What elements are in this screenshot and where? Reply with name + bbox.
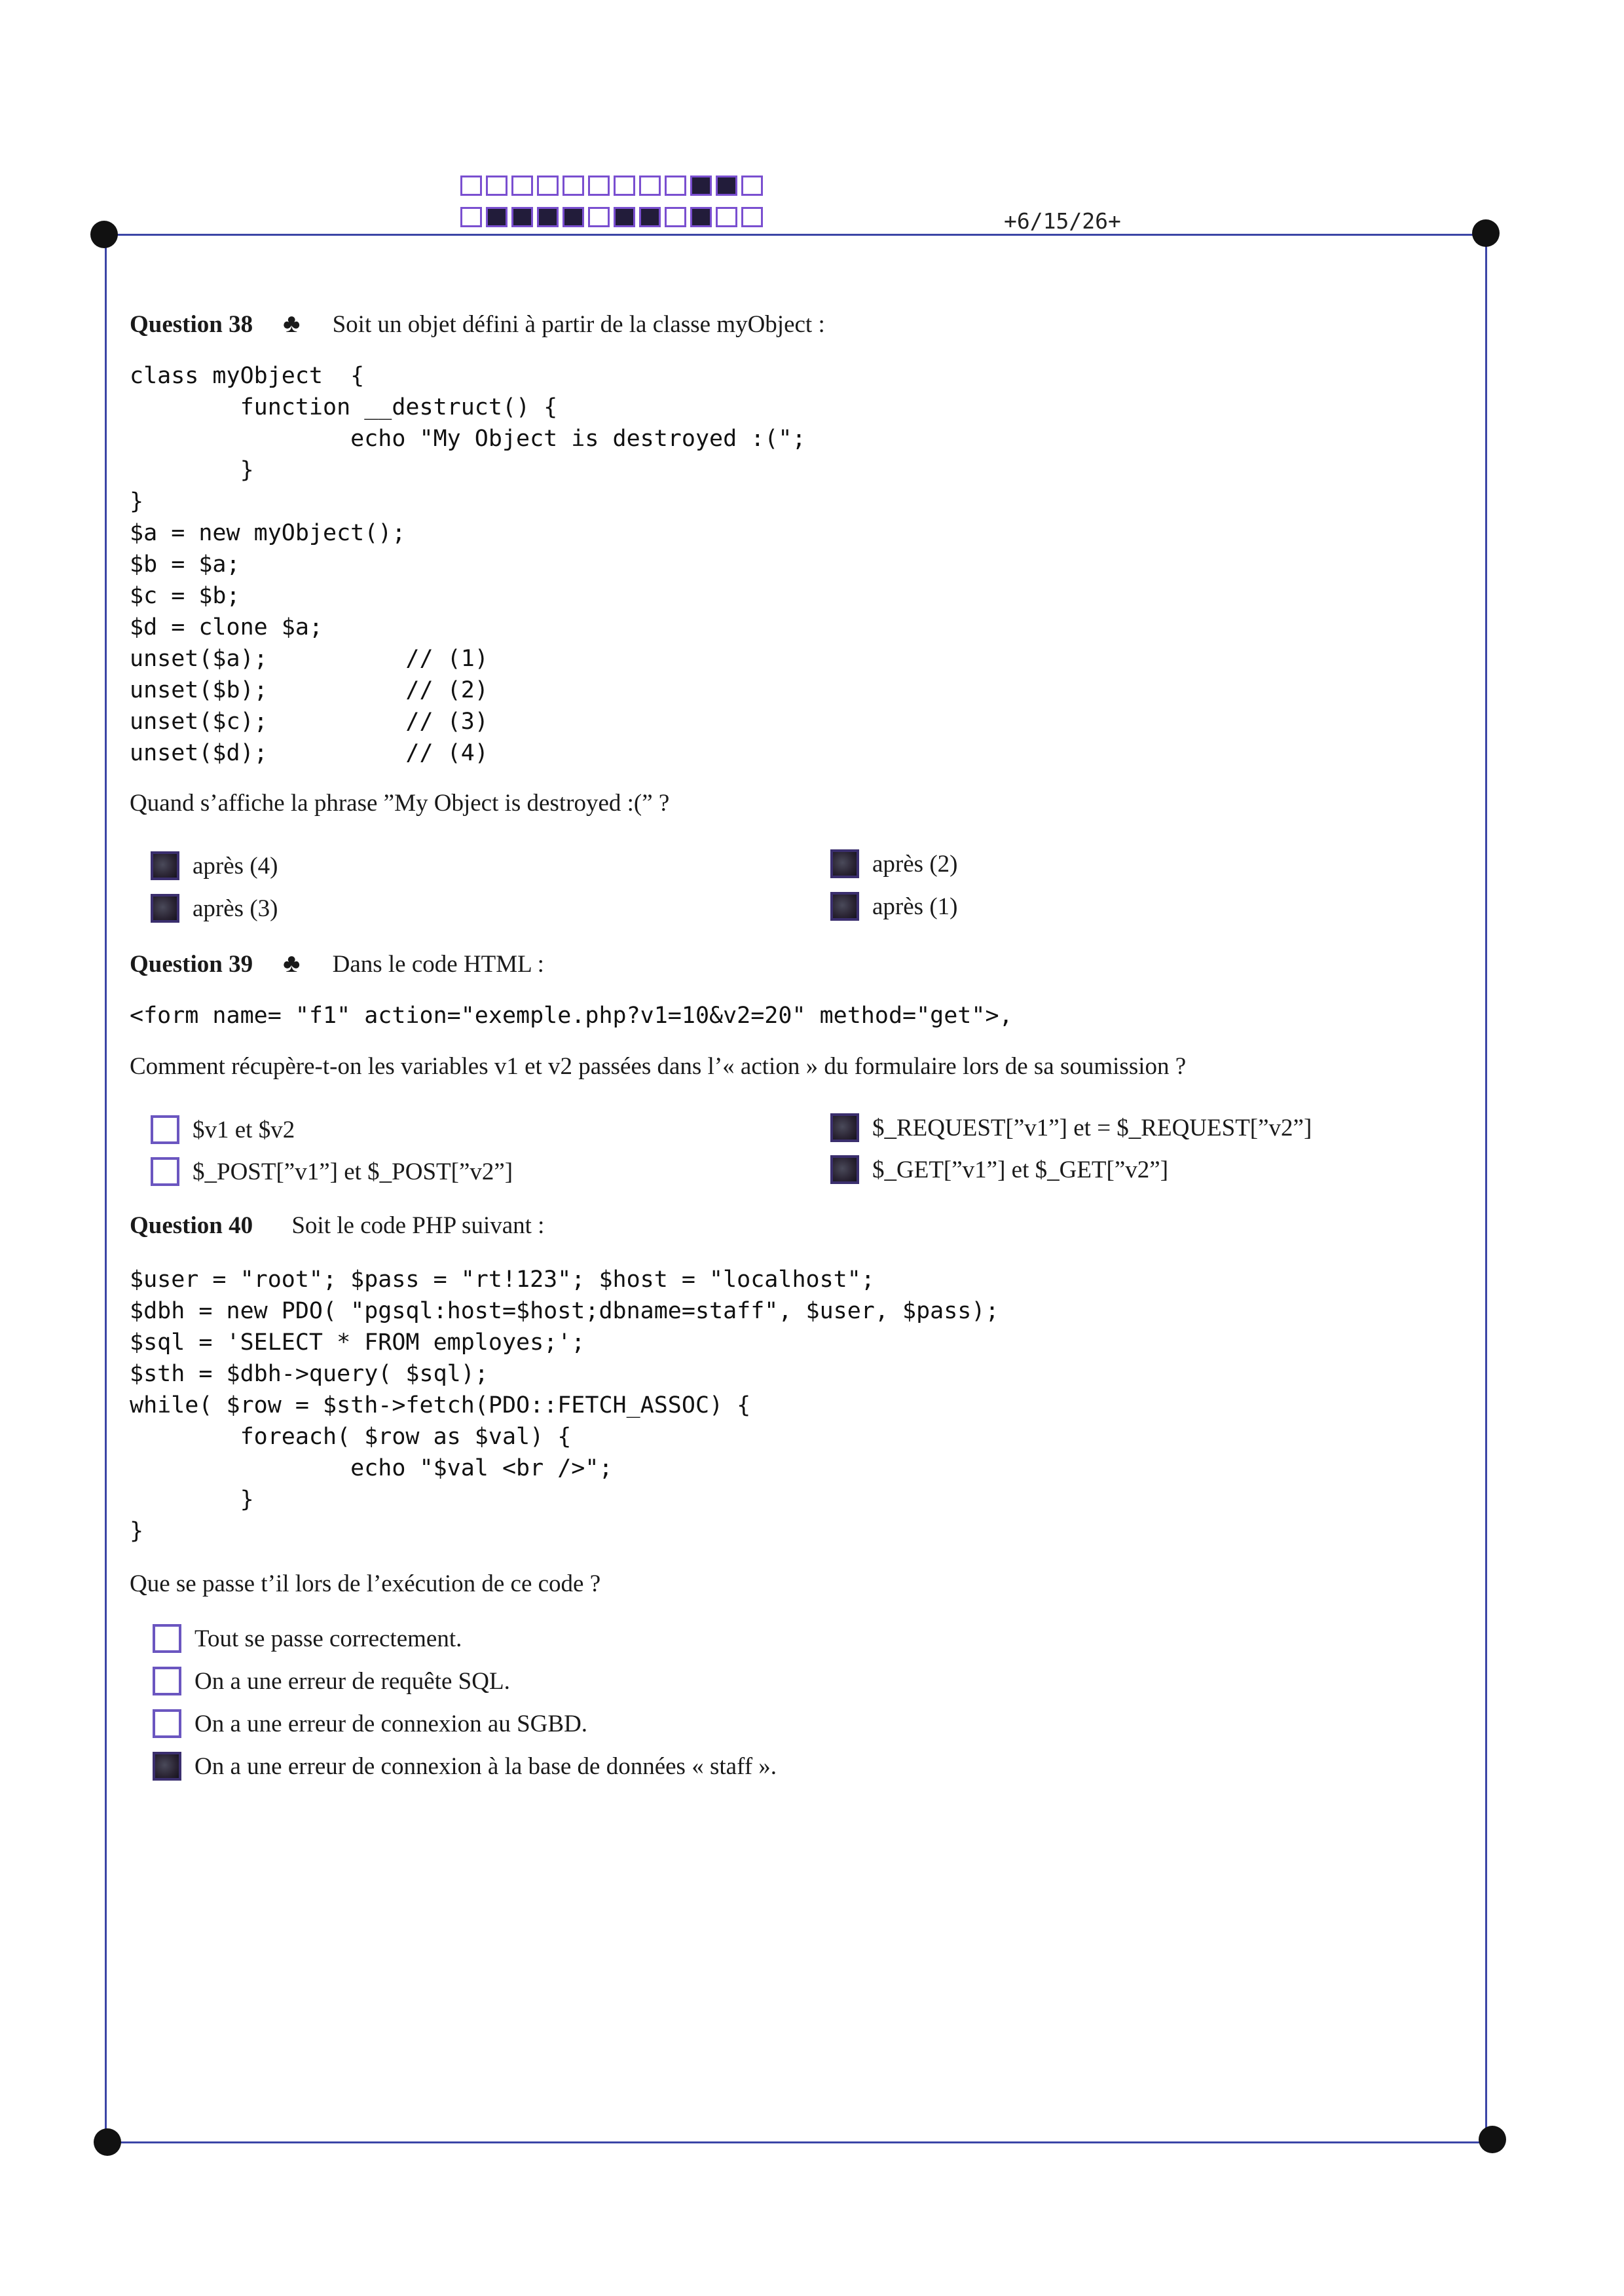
question-title: Question 39 bbox=[130, 951, 253, 978]
checkbox[interactable] bbox=[153, 1709, 181, 1738]
choice-q40-b[interactable] bbox=[153, 1667, 510, 1695]
code-box-empty bbox=[563, 176, 584, 196]
choice-q39-b[interactable] bbox=[830, 1113, 1312, 1142]
choice-q40-a[interactable] bbox=[153, 1624, 462, 1653]
code-box-empty bbox=[588, 207, 610, 227]
question-40-code: $user = "root"; $pass = "rt!123"; $host = "localhost"; $dbh = new PDO( "pgsql:host=$host;dbname=staff", $user, $pass); $sql = 'SELECT * FROM employes;'; $sth = $dbh->query( $sql); while( $row = $sth->fetch(PDO::FETCH_ASSOC) { foreach( $row as $val) { echo "$val <br />"; } } bbox=[130, 1267, 999, 1544]
code-box-filled bbox=[537, 207, 559, 227]
choice-label: $v1 et $v2 bbox=[193, 1116, 295, 1143]
club-icon: ♣ bbox=[283, 948, 301, 978]
code-box-filled bbox=[614, 207, 635, 227]
checkbox[interactable] bbox=[151, 1115, 179, 1144]
choice-q38-a[interactable] bbox=[151, 851, 278, 880]
choice-label: Tout se passe correctement. bbox=[194, 1625, 462, 1652]
question-39-header bbox=[130, 948, 544, 978]
corner-marker-top-right bbox=[1472, 219, 1500, 247]
question-38-text: Quand s’affiche la phrase ”My Object is destroyed :(” ? bbox=[130, 790, 670, 817]
question-39-code: <form name= "f1" action="exemple.php?v1=10&v2=20" method="get">, bbox=[130, 1003, 1013, 1029]
question-39-text: Comment récupère-t-on les variables v1 et v2 passées dans l’« action » du formulaire lors de sa soumission ? bbox=[130, 1053, 1187, 1080]
code-box-empty bbox=[716, 207, 737, 227]
checkbox-checked[interactable] bbox=[830, 892, 859, 921]
header-code-row-2 bbox=[460, 207, 767, 227]
corner-marker-top-left bbox=[90, 221, 118, 248]
choice-q39-a[interactable] bbox=[151, 1115, 295, 1144]
code-box-filled bbox=[639, 207, 661, 227]
code-box-empty bbox=[741, 176, 763, 196]
checkbox-checked[interactable] bbox=[830, 1113, 859, 1142]
code-box-empty bbox=[460, 207, 482, 227]
choice-label: après (4) bbox=[193, 852, 278, 880]
page-number: +6/15/26+ bbox=[1004, 208, 1121, 234]
choice-label: $_REQUEST[”v1”] et = $_REQUEST[”v2”] bbox=[872, 1114, 1312, 1141]
choice-label: $_GET[”v1”] et $_GET[”v2”] bbox=[872, 1156, 1169, 1183]
checkbox[interactable] bbox=[153, 1667, 181, 1695]
question-title: Question 38 bbox=[130, 311, 253, 338]
code-box-empty bbox=[614, 176, 635, 196]
choice-q38-b[interactable] bbox=[830, 849, 957, 878]
choice-q39-c[interactable] bbox=[151, 1157, 513, 1186]
code-box-filled bbox=[511, 207, 533, 227]
code-box-empty bbox=[511, 176, 533, 196]
frame-bottom-border bbox=[107, 2141, 1494, 2143]
code-box-empty bbox=[588, 176, 610, 196]
checkbox-checked[interactable] bbox=[830, 849, 859, 878]
code-box-filled bbox=[690, 207, 712, 227]
question-title: Question 40 bbox=[130, 1212, 253, 1239]
corner-marker-bottom-left bbox=[94, 2128, 121, 2156]
choice-label: après (2) bbox=[872, 850, 958, 878]
code-box-empty bbox=[460, 176, 482, 196]
choice-label: $_POST[”v1”] et $_POST[”v2”] bbox=[193, 1158, 513, 1185]
code-box-empty bbox=[741, 207, 763, 227]
checkbox-checked[interactable] bbox=[153, 1752, 181, 1781]
choice-label: après (3) bbox=[193, 895, 278, 922]
choice-q38-d[interactable] bbox=[830, 892, 957, 921]
question-prompt: Dans le code HTML : bbox=[332, 951, 544, 978]
code-box-empty bbox=[639, 176, 661, 196]
choice-q40-d[interactable] bbox=[153, 1752, 777, 1781]
question-38-header bbox=[130, 308, 825, 339]
frame-left-border bbox=[105, 234, 107, 2143]
choice-label: On a une erreur de connexion au SGBD. bbox=[194, 1710, 588, 1737]
code-box-filled bbox=[690, 176, 712, 196]
checkbox[interactable] bbox=[151, 1157, 179, 1186]
choice-label: On a une erreur de connexion à la base de données « staff ». bbox=[194, 1752, 777, 1780]
code-box-empty bbox=[486, 176, 507, 196]
corner-marker-bottom-right bbox=[1479, 2126, 1506, 2153]
checkbox-checked[interactable] bbox=[151, 851, 179, 880]
header-code-row-1 bbox=[460, 176, 767, 196]
frame-right-border bbox=[1485, 234, 1487, 2143]
frame-top-border bbox=[103, 234, 1488, 236]
club-icon: ♣ bbox=[283, 308, 301, 338]
code-box-empty bbox=[665, 176, 686, 196]
checkbox-checked[interactable] bbox=[830, 1155, 859, 1184]
code-box-filled bbox=[486, 207, 507, 227]
question-38-code: class myObject { function __destruct() { echo "My Object is destroyed :("; } } $a = new myObject(); $b = $a; $c = $b; $d = clone $a; unset($a); // (1) unset($b); // (2) unset($c); // (3) unset($d); // (4) bbox=[130, 363, 806, 766]
question-prompt: Soit un objet défini à partir de la classe myObject : bbox=[332, 311, 825, 338]
choice-q39-d[interactable] bbox=[830, 1155, 1168, 1184]
code-box-filled bbox=[716, 176, 737, 196]
question-40-header bbox=[130, 1212, 544, 1240]
code-box-empty bbox=[665, 207, 686, 227]
choice-q38-c[interactable] bbox=[151, 894, 278, 923]
choice-q40-c[interactable] bbox=[153, 1709, 587, 1738]
checkbox-checked[interactable] bbox=[151, 894, 179, 923]
question-40-text: Que se passe t’il lors de l’exécution de ce code ? bbox=[130, 1570, 601, 1597]
choice-label: après (1) bbox=[872, 893, 958, 920]
choice-label: On a une erreur de requête SQL. bbox=[194, 1667, 510, 1695]
code-box-filled bbox=[563, 207, 584, 227]
code-box-empty bbox=[537, 176, 559, 196]
question-prompt: Soit le code PHP suivant : bbox=[291, 1212, 545, 1239]
checkbox[interactable] bbox=[153, 1624, 181, 1653]
